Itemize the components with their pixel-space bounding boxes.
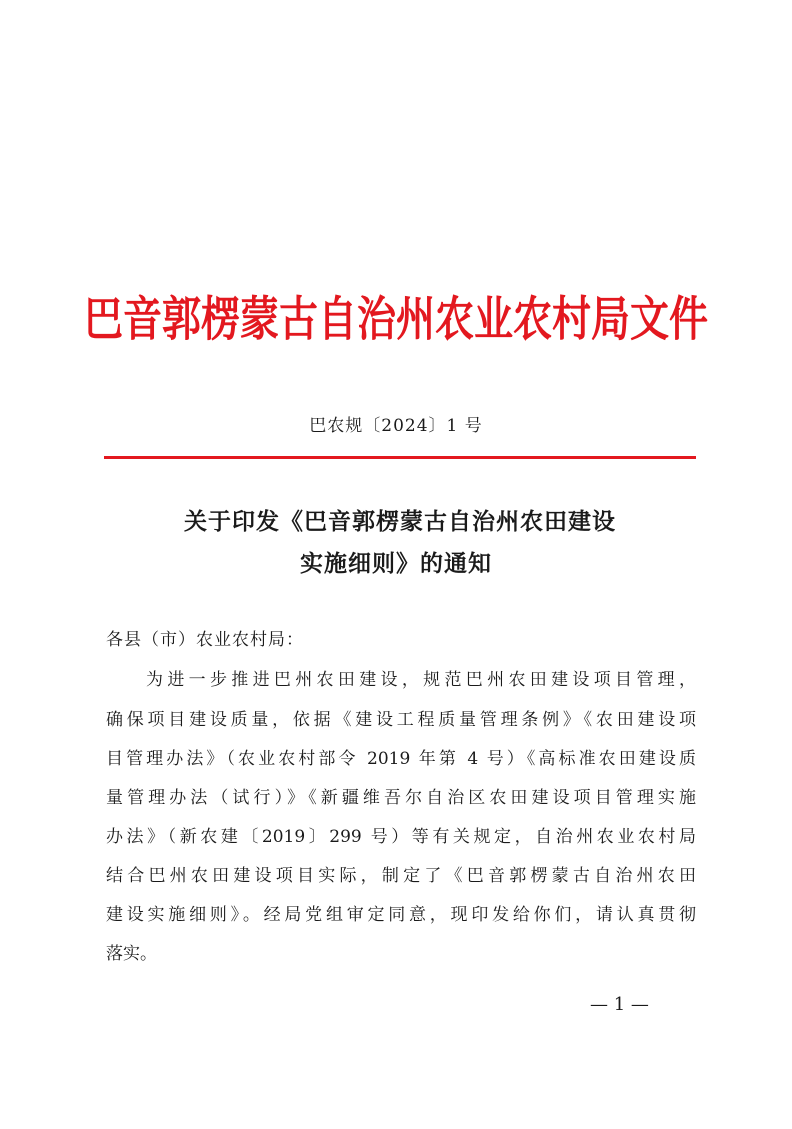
body-line-8: 落实。 [106, 944, 157, 964]
notice-title-line-2: 实施细则》的通知 [300, 550, 492, 577]
salutation: 各县（市）农业农村局： [106, 630, 304, 650]
body-line-4: 量管理办法（试行）》《新疆维吾尔自治区农田建设项目管理实施 [106, 788, 696, 808]
body-line-5: 办法》（新农建〔2019〕299 号）等有关规定，自治州农业农村局 [106, 827, 696, 847]
red-separator-line [104, 456, 696, 459]
page-number: — 1 — [590, 994, 649, 1015]
issuing-authority-header: 巴音郭楞蒙古自治州农业农村局文件 [83, 292, 708, 348]
body-line-7: 建设实施细则》。经局党组审定同意，现印发给你们，请认真贯彻 [106, 905, 696, 925]
notice-title-line-1: 关于印发《巴音郭楞蒙古自治州农田建设 [184, 508, 616, 535]
document-number: 巴农规〔2024〕1 号 [309, 416, 483, 436]
body-line-6: 结合巴州农田建设项目实际，制定了《巴音郭楞蒙古自治州农田 [106, 866, 696, 886]
body-line-1: 为进一步推进巴州农田建设，规范巴州农田建设项目管理， [146, 670, 696, 690]
body-line-3: 目管理办法》（农业农村部令 2019 年第 4 号）《高标准农田建设质 [106, 749, 696, 769]
body-line-2: 确保项目建设质量，依据《建设工程质量管理条例》《农田建设项 [106, 710, 696, 730]
